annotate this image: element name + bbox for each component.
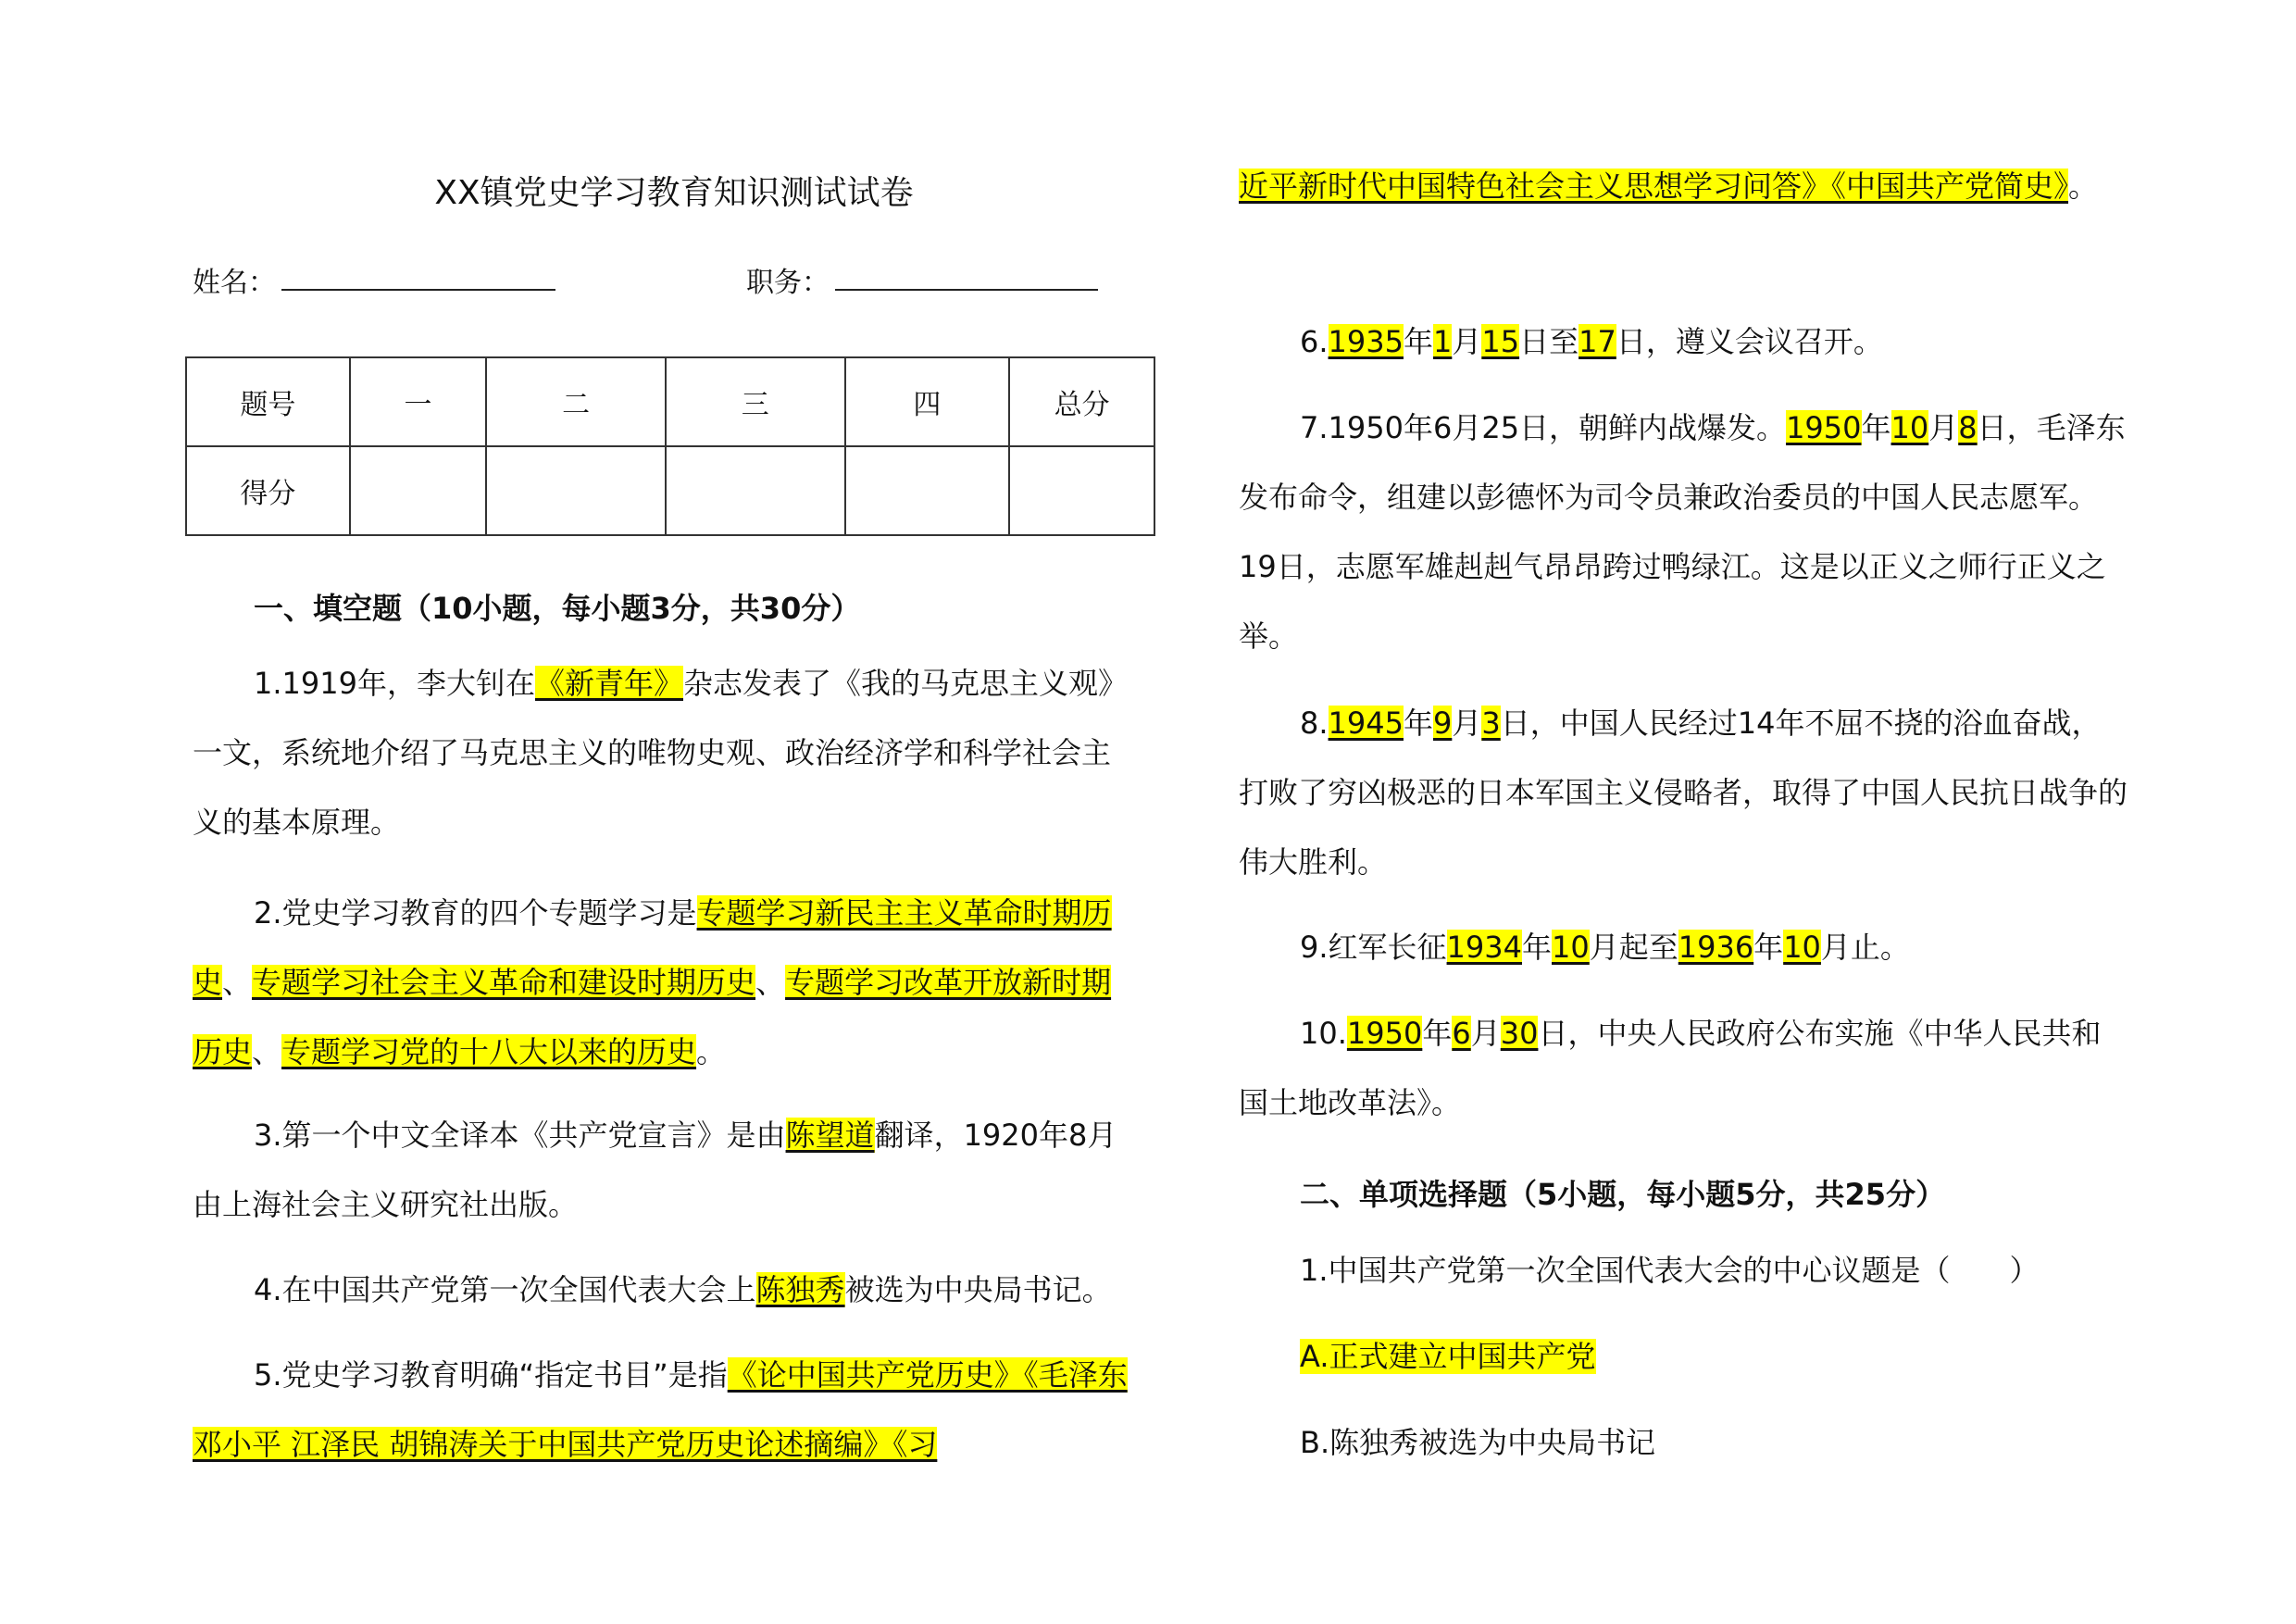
score-cell[interactable] — [350, 446, 487, 535]
mc-option-b: B.陈独秀被选为中央局书记 — [1300, 1425, 1656, 1460]
answer-highlight: 专题学习党的十八大以来的历史 — [281, 1034, 697, 1069]
answer-highlight: 专题学习社会主义革命和建设时期历史 — [252, 965, 756, 1000]
score-cell[interactable] — [1009, 446, 1154, 535]
answer-highlight: 陈独秀 — [755, 1272, 845, 1307]
score-cell[interactable] — [486, 446, 666, 535]
answer-highlight: 1936 — [1678, 930, 1754, 965]
name-field[interactable] — [281, 289, 555, 291]
mc-question-1: 1.中国共产党第一次全国代表大会的中心议题是（ ） — [1300, 1253, 2040, 1288]
question-2: 2.党史学习教育的四个专题学习是专题学习新民主主义革命时期历史、专题学习社会主义革命和建设时期历史、专题学习改革开放新时期历史、专题学习党的十八大以来的历史。 — [193, 895, 1112, 1069]
question-7: 7.1950年6月25日，朝鲜内战爆发。1950年10月8日，毛泽东发布命令，组建以彭德怀为司令员兼政治委员的中国人民志愿军。19日，志愿军雄赳赳气昂昂跨过鸭绿江。这是以正义之师行正义之举。 — [1239, 410, 2126, 654]
score-table — [185, 356, 1155, 536]
answer-highlight: A.正式建立中国共产党 — [1300, 1339, 1596, 1374]
header-cell: 四 — [845, 357, 1010, 446]
answer-highlight: 专题学习改革开放新时期历史 — [193, 965, 1112, 1069]
section1-heading: 一、填空题（10小题，每小题3分，共30分） — [254, 591, 861, 626]
header-cell: 一 — [350, 357, 487, 446]
score-cell[interactable] — [845, 446, 1010, 535]
question-3: 3.第一个中文全译本《共产党宣言》是由陈望道翻译，1920年8月由上海社会主义研究社出版。 — [193, 1118, 1117, 1222]
question-9: 9.红军长征1934年10月起至1936年10月止。 — [1300, 930, 1910, 965]
question-8: 8.1945年9月3日，中国人民经过14年不屈不挠的浴血奋战，打败了穷凶极恶的日本军国主义侵略者，取得了中国人民抗日战争的伟大胜利。 — [1239, 706, 2128, 880]
question-5-continued: 近平新时代中国特色社会主义思想学习问答》《中国共产党简史》。 — [1239, 169, 2099, 204]
question-5: 5.党史学习教育明确“指定书目”是指《论中国共产党历史》《毛泽东 邓小平 江泽民 胡锦涛关于中国共产党历史论述摘编》《习 — [193, 1357, 1128, 1462]
page-title: XX镇党史学习教育知识测试试卷 — [434, 174, 914, 212]
answer-highlight: 15 — [1481, 324, 1520, 359]
answer-highlight: 10 — [1890, 410, 1929, 445]
header-cell: 题号 — [186, 357, 350, 446]
answer-highlight: 17 — [1578, 324, 1616, 359]
answer-highlight: 10 — [1552, 930, 1590, 965]
question-10: 10.1950年6月30日，中央人民政府公布实施《中华人民共和国土地改革法》。 — [1239, 1016, 2102, 1120]
question-6: 6.1935年1月15日至17日，遵义会议召开。 — [1300, 324, 1883, 359]
answer-highlight: 1945 — [1328, 706, 1404, 741]
answer-highlight: 《论中国共产党历史》《毛泽东 邓小平 江泽民 胡锦涛关于中国共产党历史论述摘编》《习 — [193, 1357, 1128, 1462]
answer-highlight: 10 — [1783, 930, 1821, 965]
score-cell[interactable] — [666, 446, 845, 535]
question-1: 1.1919年，李大钊在《新青年》杂志发表了《我的马克思主义观》一文，系统地介绍了马克思主义的唯物史观、政治经济学和科学社会主义的基本原理。 — [193, 666, 1129, 840]
section2-heading: 二、单项选择题（5小题，每小题5分，共25分） — [1300, 1177, 1946, 1212]
question-4: 4.在中国共产党第一次全国代表大会上陈独秀被选为中央局书记。 — [254, 1272, 1112, 1307]
answer-highlight: 8 — [1958, 410, 1978, 445]
answer-highlight: 《新青年》 — [534, 666, 683, 701]
answer-highlight: 1935 — [1328, 324, 1404, 359]
answer-highlight: 1950 — [1346, 1016, 1423, 1051]
score-table-score-row — [186, 446, 1154, 535]
duty-label: 职务： — [746, 267, 830, 299]
header-cell: 二 — [486, 357, 666, 446]
answer-highlight: 1 — [1432, 324, 1453, 359]
answer-highlight: 3 — [1481, 706, 1501, 741]
answer-highlight: 近平新时代中国特色社会主义思想学习问答》《中国共产党简史》 — [1239, 169, 2069, 204]
name-label: 姓名： — [193, 267, 276, 299]
mc-option-a — [1239, 1322, 2128, 1392]
score-row-label: 得分 — [186, 446, 350, 535]
score-table-header-row — [186, 357, 1154, 446]
answer-highlight: 陈望道 — [785, 1118, 875, 1153]
duty-field[interactable] — [835, 289, 1098, 291]
header-cell: 总分 — [1009, 357, 1154, 446]
answer-highlight: 1934 — [1446, 930, 1522, 965]
answer-highlight: 6 — [1452, 1016, 1471, 1051]
header-cell: 三 — [666, 357, 845, 446]
answer-highlight: 30 — [1500, 1016, 1539, 1051]
answer-highlight: 1950 — [1786, 410, 1862, 445]
answer-highlight: 9 — [1432, 706, 1453, 741]
answer-highlight: 专题学习新民主主义革命时期历史 — [193, 895, 1112, 1000]
